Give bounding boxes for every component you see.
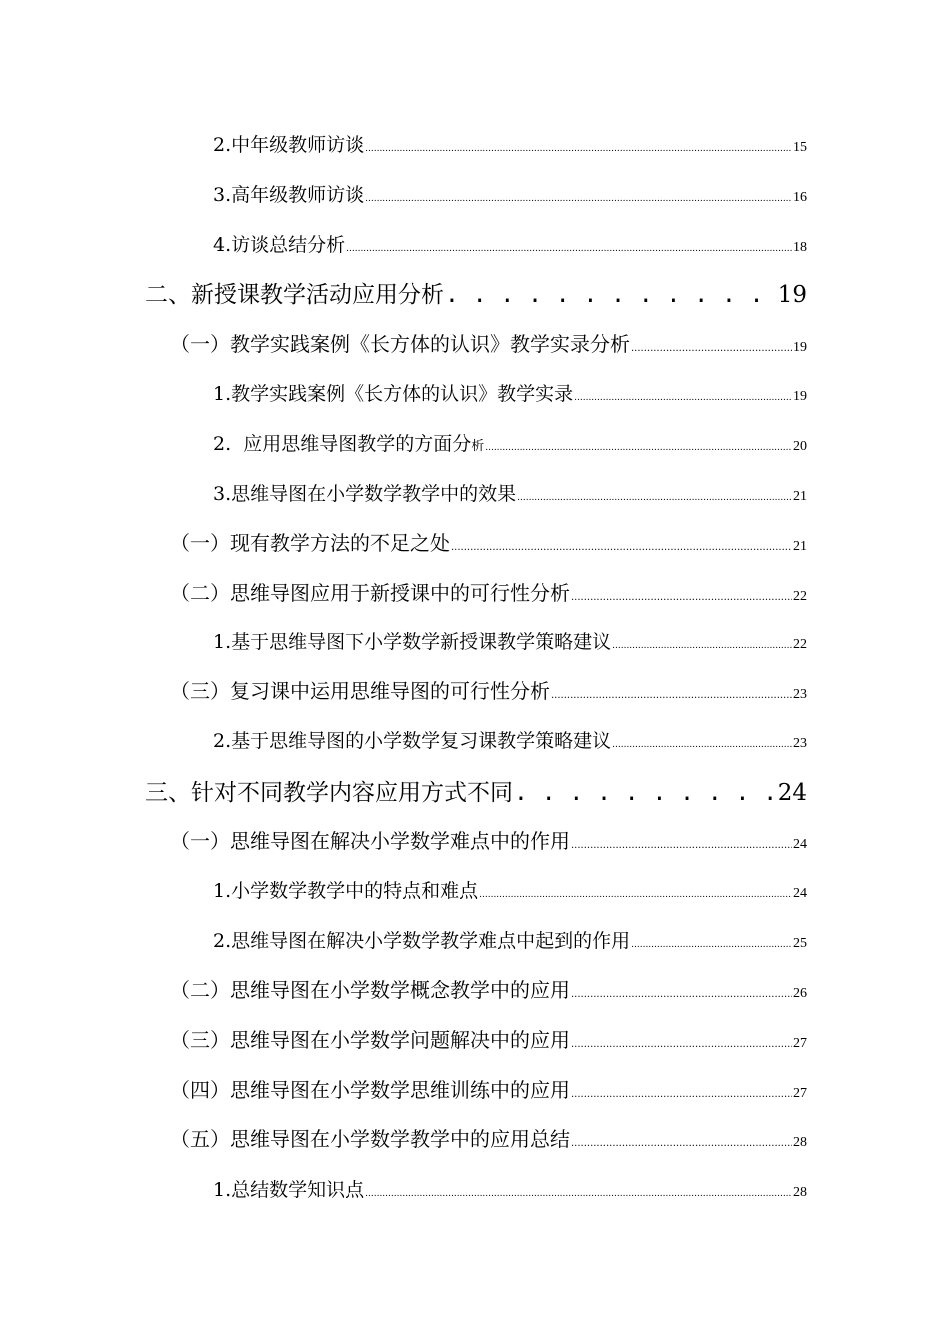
- toc-leader-dots: [631, 940, 792, 950]
- toc-page-number: 26: [793, 986, 807, 1001]
- toc-entry-label: （三）复习课中运用思维导图的可行性分析: [170, 679, 550, 703]
- toc-leader-dots: [551, 690, 792, 701]
- toc-page-number: 20: [793, 439, 807, 454]
- toc-entry-label: 1.小学数学教学中的特点和难点: [213, 880, 479, 902]
- toc-leader-dots: [365, 194, 792, 204]
- toc-entry-section[interactable]: [170, 825, 807, 854]
- toc-page-number: 18: [793, 240, 807, 255]
- toc-entry-label: 2.中年级教师访谈: [213, 134, 365, 156]
- toc-entry-label: （二）思维导图应用于新授课中的可行性分析: [170, 581, 570, 605]
- toc-leader-dots: [571, 840, 792, 851]
- toc-leader-dots: [517, 493, 792, 503]
- toc-leader-dots: [451, 542, 792, 553]
- toc-entry-section[interactable]: [170, 1024, 807, 1053]
- toc-leader-dots: [571, 1039, 792, 1050]
- toc-leader-dots: [571, 592, 792, 603]
- toc-entry-label-main: 2. 应用思维导图教学的方面分: [213, 433, 472, 455]
- toc-entry-label: （一）思维导图在解决小学数学难点中的作用: [170, 829, 570, 853]
- toc-entry-label: （一）教学实践案例《长方体的认识》教学实录分析: [170, 332, 630, 356]
- toc-leader-dots: [571, 1089, 792, 1100]
- toc-entry[interactable]: [213, 1175, 807, 1202]
- toc-page-number: 19: [793, 389, 807, 404]
- toc-entry[interactable]: [213, 627, 807, 654]
- toc-entry-section[interactable]: [170, 974, 807, 1003]
- toc-entry-label: （一）现有教学方法的不足之处: [170, 531, 450, 555]
- toc-entry[interactable]: [213, 180, 807, 207]
- toc-entry-label: [213, 429, 484, 456]
- toc-entry-label-tail: 析: [471, 439, 485, 454]
- toc-entry[interactable]: [213, 876, 807, 903]
- toc-leader-dots: [485, 443, 792, 453]
- toc-entry[interactable]: [213, 230, 807, 257]
- toc-entry[interactable]: [213, 479, 807, 506]
- toc-entry-chapter[interactable]: [145, 774, 807, 807]
- toc-entry-label: 1.总结数学知识点: [213, 1179, 365, 1201]
- toc-entry-label: 1.教学实践案例《长方体的认识》教学实录: [213, 383, 574, 405]
- toc-entry-label: 2.思维导图在解决小学数学教学难点中起到的作用: [213, 930, 631, 952]
- toc-entry[interactable]: [213, 726, 807, 753]
- toc-page-number: 23: [793, 736, 807, 751]
- toc-leader-dots: [365, 144, 792, 154]
- toc-entry-label: 三、针对不同教学内容应用方式不同: [145, 780, 513, 806]
- toc-page-number: 22: [793, 589, 807, 604]
- toc-page-number: 15: [793, 140, 807, 155]
- toc-entry[interactable]: [213, 429, 807, 456]
- toc-leader-dots: [631, 343, 792, 354]
- toc-leader-dots: [574, 393, 792, 403]
- toc-page-number: 21: [793, 539, 807, 554]
- toc-page-number: 16: [793, 190, 807, 205]
- toc-entry-label: （二）思维导图在小学数学概念教学中的应用: [170, 978, 570, 1002]
- toc-entry-section[interactable]: [170, 675, 807, 704]
- toc-entry-label: 3.思维导图在小学数学教学中的效果: [213, 483, 517, 505]
- toc-entry-label: （五）思维导图在小学数学教学中的应用总结: [170, 1127, 570, 1151]
- toc-entry-label: （三）思维导图在小学数学问题解决中的应用: [170, 1028, 570, 1052]
- toc-page-number: 27: [793, 1036, 807, 1051]
- toc-page-number: 24: [793, 886, 807, 901]
- toc-entry-label: 4.访谈总结分析: [213, 234, 346, 256]
- toc-entry[interactable]: [213, 130, 807, 157]
- toc-leader-dots: [571, 1138, 792, 1149]
- toc-entry-section[interactable]: [170, 328, 807, 357]
- toc-entry-section[interactable]: [170, 1074, 807, 1103]
- toc-entry-chapter[interactable]: [145, 276, 807, 309]
- toc-page-number: 19: [777, 282, 807, 308]
- toc-leader-dots: [612, 641, 792, 651]
- toc-leader-dots: [514, 780, 777, 806]
- toc-page-number: 24: [793, 837, 807, 852]
- toc-leader-dots: [365, 1189, 792, 1199]
- toc-entry[interactable]: [213, 926, 807, 953]
- toc-page-number: 19: [793, 340, 807, 355]
- toc-page-number: 22: [793, 637, 807, 652]
- toc-page-number: 25: [793, 936, 807, 951]
- toc-leader-dots: [346, 244, 792, 254]
- toc-page-number: 28: [793, 1185, 807, 1200]
- toc-page-number: 27: [793, 1086, 807, 1101]
- toc-entry-section[interactable]: [170, 1123, 807, 1152]
- toc-leader-dots: [445, 282, 777, 308]
- toc-entry-label: 2.基于思维导图的小学数学复习课教学策略建议: [213, 730, 612, 752]
- toc-page-number: 24: [777, 780, 807, 806]
- toc-entry-label: 1.基于思维导图下小学数学新授课教学策略建议: [213, 631, 612, 653]
- toc-entry-label: （四）思维导图在小学数学思维训练中的应用: [170, 1078, 570, 1102]
- toc-leader-dots: [612, 740, 792, 750]
- toc-leader-dots: [479, 890, 792, 900]
- toc-page-number: 28: [793, 1135, 807, 1150]
- toc-entry-label: 二、新授课教学活动应用分析: [145, 282, 444, 308]
- toc-entry[interactable]: [213, 379, 807, 406]
- toc-entry-section[interactable]: [170, 527, 807, 556]
- toc-leader-dots: [571, 989, 792, 1000]
- toc-page-number: 21: [793, 489, 807, 504]
- toc-entry-section[interactable]: [170, 577, 807, 606]
- toc-entry-label: 3.高年级教师访谈: [213, 184, 365, 206]
- toc-page-number: 23: [793, 687, 807, 702]
